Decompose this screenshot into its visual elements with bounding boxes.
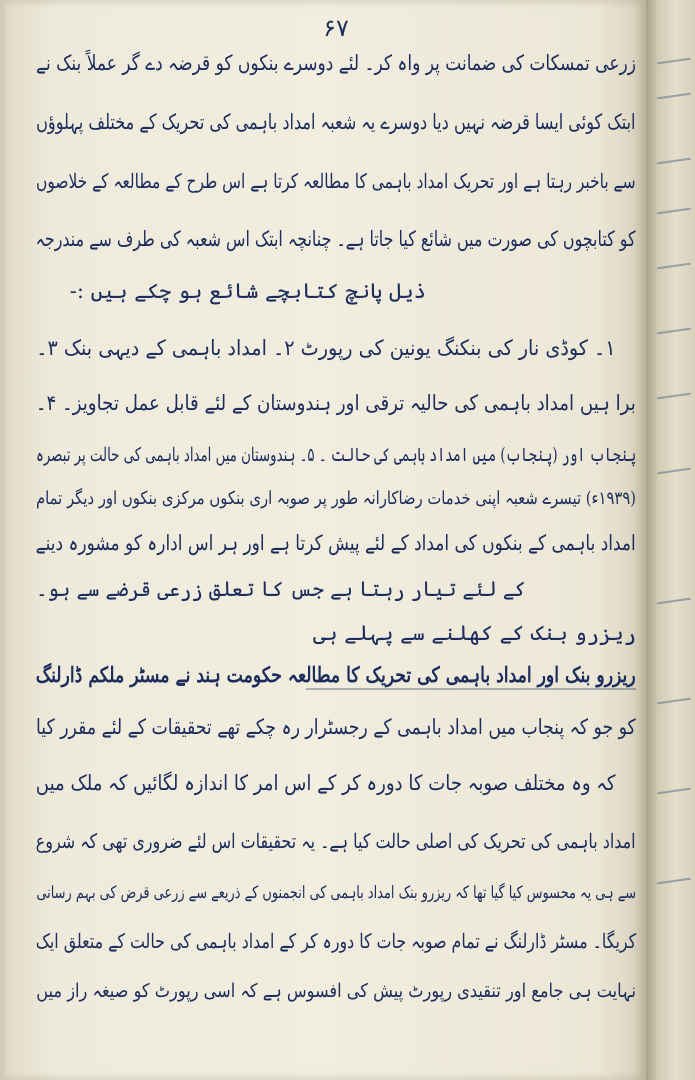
text-line-content: کو جو کہ پنجاب میں امداد باہمی کے رجسٹرار رہ چکے تھے تحقیقات کے لئے مقرر کیا (36, 715, 636, 739)
text-line-content: پنجاب اور (پنجاب) میں امداد باہمی کی حالت ۔ ۵۔ ہندوستان میں امداد باہمی کی حالت پر تبصرہ (35, 444, 636, 466)
margin-note-mark (657, 468, 691, 475)
text-line-content: ابتک کوئی ایسا قرضہ نہیں دیا دوسرے یہ شعبہ امداد باہمی کی تحریک کے مختلف پہلوؤں (36, 110, 636, 134)
margin-note-mark (657, 788, 691, 795)
text-line-content: کے لئے تیار رہتا ہے جس کا تعلق زرعی قرضے سے ہو۔ (36, 577, 526, 601)
margin-note-mark (657, 158, 691, 165)
facing-page-edge (646, 0, 695, 1080)
text-line-content: کہ وہ مختلف صوبہ جات کا دورہ کر کے اس امر کا اندازہ لگائیں کہ ملک میں (36, 771, 616, 795)
text-line-content: (۱۹۳۹ء) تیسرے شعبہ اپنی خدمات رضاکارانہ طور پر صوبہ اری بنکوں مرکزی بنکوں اور دیگر تمام (35, 488, 636, 509)
margin-note-mark (657, 393, 691, 400)
text-line-content: امداد باہمی کی تحریک کی اصلی حالت کیا ہے۔ یہ تحقیقات اس لئے ضروری تھی کہ شروع (36, 829, 636, 853)
margin-note-mark (657, 58, 691, 65)
text-line-content: برا ہیں امداد باہمی کی حالیہ ترقی اور ہندوستان کے لئے قابل عمل تجاویز۔ ۴۔ (36, 391, 636, 415)
text-line-content: سے باخبر رہتا ہے اور تحریک امداد باہمی کا مطالعہ کرتا ہے اس طرح کے مطالعہ کے خلاصوں (36, 169, 636, 193)
page-number: ۶۷ (323, 14, 349, 42)
text-line-content: سے ہی یہ محسوس کیا گیا تھا کہ ریزرو بنک امداد باہمی کی انجمنوں کے ذریعے سے زرعی قرض کی بہم رسانی (36, 883, 636, 903)
margin-note-mark (657, 93, 691, 100)
section-heading-content: ریزرو بنک اور امداد باہمی کی تحریک کا مطالعہ حکومت ہند نے مسٹر ملکم ڈارلنگ (36, 662, 636, 687)
heading-underline (306, 688, 636, 690)
text-line-content: کو کتابچوں کی صورت میں شائع کیا جاتا ہے۔ چنانچہ ابتک اس شعبہ کی طرف سے مندرجہ (35, 227, 636, 251)
text-line-content: ذیل پانچ کتابچے شائع ہو چکے ہیں :- (69, 279, 426, 303)
margin-note-mark (657, 598, 691, 605)
margin-note-mark (657, 698, 691, 705)
text-line-content: امداد باہمی کے بنکوں کی امداد کے لئے پیش کرتا ہے اور ہر اس ادارہ کو مشورہ دینے (35, 531, 636, 555)
margin-note-mark (657, 208, 691, 215)
text-line-content: ۱۔ کوڈی نار کی بنکنگ یونین کی رپورٹ ۲۔ امداد باہمی کے دیہی بنک ۳۔ (36, 336, 616, 360)
text-line-content: ریزرو بنک کے کھلنے سے پہلے ہی (312, 621, 636, 645)
margin-note-mark (657, 328, 691, 335)
margin-note-mark (657, 263, 691, 270)
book-page (6, 0, 646, 1080)
text-line-content: زرعی تمسکات کی ضمانت پر واہ کر۔ لئے دوسرے بنکوں کو قرضہ دے گر عملاً بنک نے (36, 51, 637, 75)
text-line-content: کریگا۔ مسٹر ڈارلنگ نے تمام صوبہ جات کا دورہ کر کے امداد باہمی کی حالت کے متعلق ایک (35, 929, 636, 953)
text-line-content: نہایت ہی جامع اور تنقیدی رپورٹ پیش کی افسوس ہے کہ اسی رپورٹ کو صیغہ راز میں (36, 980, 636, 1002)
margin-note-mark (657, 878, 691, 885)
